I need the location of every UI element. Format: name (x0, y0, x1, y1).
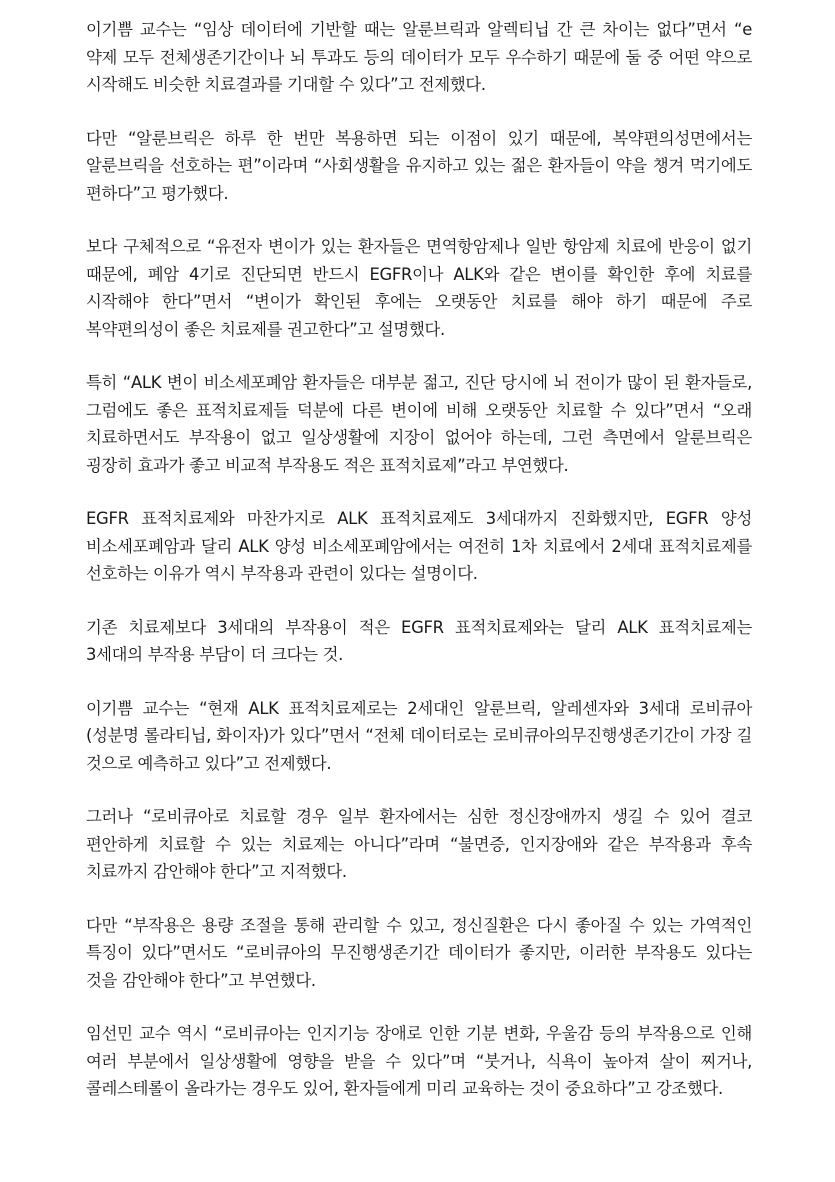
paragraph-8: 그러나 “로비큐아로 치료할 경우 일부 환자에서는 심한 정신장애까지 생길 수 있어 결코 편안하게 치료할 수 있는 치료제는 아니다”라며 “불면증, 인지장애와 같은 부작용과 후속 치료까지 감안해야 한다”고 지적했다. (86, 807, 752, 881)
paragraph-1: 이기쁨 교수는 “임상 데이터에 기반할 때는 알룬브릭과 알렉티닙 간 큰 차이는 없다”면서 “e 약제 모두 전체생존기간이나 뇌 투과도 등의 데이터가 모두 우수하기 때문에 둘 중 어떤 약으로 시작해도 비슷한 치료결과를 기대할 수 있다”고 전제했다. (86, 20, 752, 94)
paragraph-5: EGFR 표적치료제와 마찬가지로 ALK 표적치료제도 3세대까지 진화했지만, EGFR 양성 비소세포폐암과 달리 ALK 양성 비소세포폐암에서는 여전히 1차 치료에서 2세대 표적치료제를 선호하는 이유가 역시 부작용과 관련이 있다는 설명이다. (86, 509, 752, 583)
paragraph-10: 임선민 교수 역시 “로비큐아는 인지기능 장애로 인한 기분 변화, 우울감 등의 부작용으로 인해 여러 부분에서 일상생활에 영향을 받을 수 있다”며 “붓거나, 식욕이 높아져 살이 찌거나, 콜레스테롤이 올라가는 경우도 있어, 환자들에게 미리 교육하는 것이 중요하다”고 강조했다. (86, 1024, 752, 1098)
paragraph-3: 보다 구체적으로 “유전자 변이가 있는 환자들은 면역항암제나 일반 항암제 치료에 반응이 없기 때문에, 폐암 4기로 진단되면 반드시 EGFR이나 ALK와 같은 변이를 확인한 후에 치료를 시작해야 한다”면서 “변이가 확인된 후에는 오랫동안 치료를 해야 하기 때문에 주로 복약편의성이 좋은 치료제를 권고한다”고 설명했다. (86, 237, 752, 339)
paragraph-9: 다만 “부작용은 용량 조절을 통해 관리할 수 있고, 정신질환은 다시 좋아질 수 있는 가역적인 특징이 있다”면서도 “로비큐아의 무진행생존기간 데이터가 좋지만, 이러한 부작용도 있다는 것을 감안해야 한다”고 부연했다. (86, 915, 752, 990)
paragraph-6: 기존 치료제보다 3세대의 부작용이 적은 EGFR 표적치료제와는 달리 ALK 표적치료제는 3세대의 부작용 부담이 더 크다는 것. (86, 617, 752, 664)
paragraph-2: 다만 “알룬브릭은 하루 한 번만 복용하면 되는 이점이 있기 때문에, 복약편의성면에서는 알룬브릭을 선호하는 편”이라며 “사회생활을 유지하고 있는 젊은 환자들이 약을 챙겨 먹기에도 편하다”고 평가했다. (86, 128, 752, 203)
article-body (86, 16, 752, 1129)
paragraph-7: 이기쁨 교수는 “현재 ALK 표적치료제로는 2세대인 알룬브릭, 알레센자와 3세대 로비큐아(성분명 롤라티닙, 화이자)가 있다”면서 “전체 데이터로는 로비큐아의무진행생존기간이 가장 길 것으로 예측하고 있다”고 전제했다. (86, 698, 752, 773)
paragraph-4: 특히 “ALK 변이 비소세포폐암 환자들은 대부분 젊고, 진단 당시에 뇌 전이가 많이 된 환자들로, 그럼에도 좋은 표적치료제들 덕분에 다른 변이에 비해 오랫동안 치료할 수 있다”면서 “오래 치료하면서도 부작용이 없고 일상생활에 지장이 없어야 하는데, 그런 측면에서 알룬브릭은 굉장히 효과가 좋고 비교적 부작용도 적은 표적치료제”라고 부연했다. (86, 373, 752, 475)
